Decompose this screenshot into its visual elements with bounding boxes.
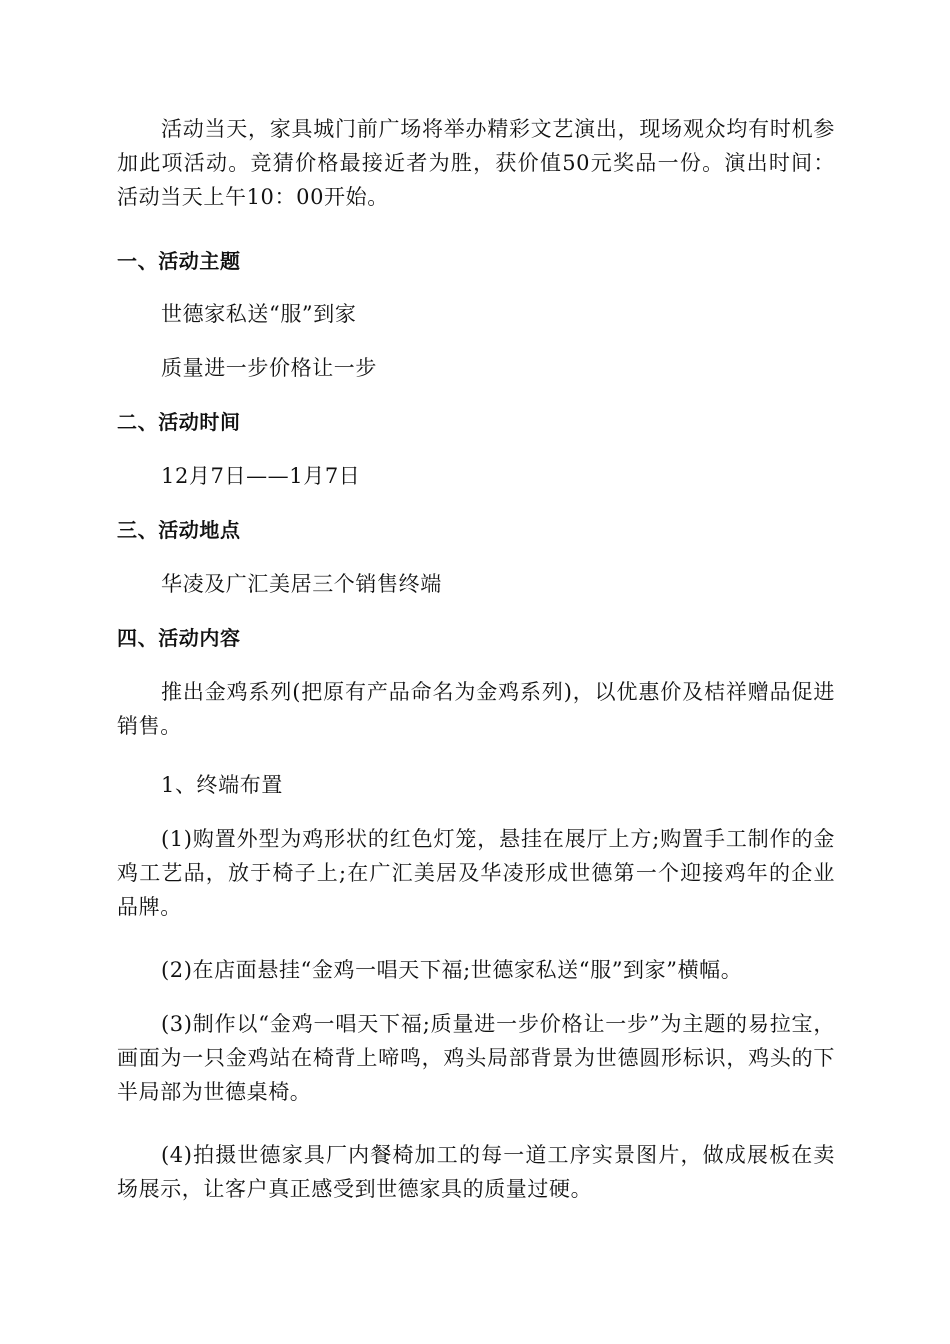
- section-heading-place: 三、活动地点: [117, 518, 241, 542]
- content-intro-paragraph: 推出金鸡系列(把原有产品命名为金鸡系列)，以优惠价及桔祥赠品促进销售。: [117, 680, 835, 738]
- section-heading-theme: 一、活动主题: [117, 249, 241, 273]
- time-value: 12月7日——1月7日: [161, 464, 361, 488]
- list-item-1: (1)购置外型为鸡形状的红色灯笼，悬挂在展厅上方;购置手工制作的金鸡工艺品，放于椅子上;在广汇美居及华凌形成世德第一个迎接鸡年的企业品牌。: [117, 827, 835, 919]
- place-value: 华凌及广汇美居三个销售终端: [161, 572, 442, 596]
- section-heading-time: 二、活动时间: [117, 410, 241, 434]
- intro-paragraph: 活动当天，家具城门前广场将举办精彩文艺演出，现场观众均有时机参加此项活动。竞猜价格最接近者为胜，获价值50元奖品一份。演出时间：活动当天上午10：00开始。: [117, 117, 835, 209]
- subsection-terminal-layout: 1、终端布置: [161, 773, 283, 797]
- section-heading-content: 四、活动内容: [117, 626, 241, 650]
- list-item-4: (4)拍摄世德家具厂内餐椅加工的每一道工序实景图片，做成展板在卖场展示，让客户真正感受到世德家具的质量过硬。: [117, 1143, 835, 1201]
- list-item-2: (2)在店面悬挂“金鸡一唱天下福;世德家私送“服”到家”横幅。: [161, 958, 743, 982]
- list-item-3: (3)制作以“金鸡一唱天下福;质量进一步价格让一步”为主题的易拉宝，画面为一只金鸡站在椅背上啼鸣，鸡头局部背景为世德圆形标识，鸡头的下半局部为世德桌椅。: [117, 1012, 835, 1104]
- theme-line-2: 质量进一步价格让一步: [161, 356, 377, 380]
- theme-line-1: 世德家私送“服”到家: [161, 302, 357, 326]
